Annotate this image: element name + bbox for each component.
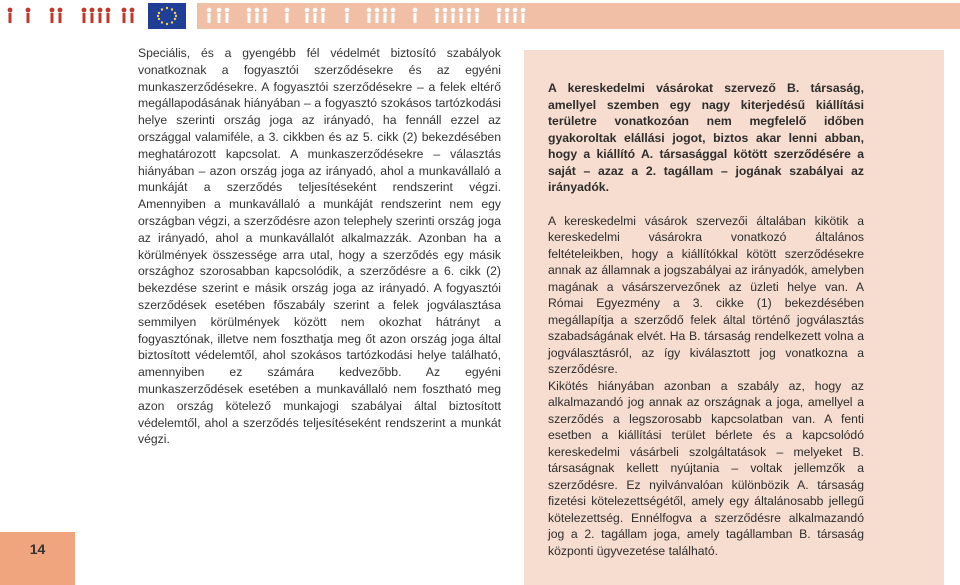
header-strip bbox=[0, 0, 960, 30]
left-paragraph: Speciális, és a gyengébb fél védelmét biztosító szabályok vonatkoznak a fogyasztói szerződésekre és az egyéni munkaszerződésekre. A fogyasztói szerződésekre – a felek eltérő megállapodásának hiányában – a fogyasztó szokásos tartózkodási helye szerinti ország joga az irányadó, ha fennáll ezzel az országgal valamiféle, a 3. cikkben és az 5. cikk (2) bekezdésében meghatározott kapcsolat. A munkaszerződésekre – választás hiányában – azon ország joga az irányadó, ahol a munkavállaló a munkáját a szerződés teljesítéseként rendszerint végzi. Amennyiben a munkavállaló a munkáját rendszerint nem egy országban végzi, a szerződésre azon telephely szerinti ország joga az irányadó, ahol a munkavállalót alkalmazzák. Azonban ha a körülmények összessége arra utal, hogy a szerződés egy másik országhoz szorosabban kapcsolódik, a szerződésre a 6. cikk (2) bekezdése szerint e másik ország joga az irányadó. A fogyasztói szerződések esetében főszabály szerint a felek jogválasztása semmilyen körülmények között nem okozhat hátrányt a fogyasztónak, illetve nem foszthatja meg őt azon ország joga által biztosított védelemtől, ahol szokásos tartózkodási helye található, amennyiben ez számára kedvezőbb. Az egyéni munkaszerződések esetében a munkavállaló nem fosztható meg azon ország kötelező munkajogi szabályai által biztosított védelemtől, ahol a szerződés teljesítéseként rendszerint a munkát végzi. bbox=[138, 46, 501, 447]
example-box-intro: A kereskedelmi vásárokat szervező B. társaság, amellyel szemben egy nagy kiterjedésű kiállítási területre vonatkozóan nem megfelelő időben gyakoroltak elállási jogot, biztos akar lenni abban, hogy a kiállító A. társasággal kötött szerződésére a saját – azaz a 2. tagállam – jogának szabályai az irányadók. bbox=[548, 81, 864, 194]
eu-flag-icon bbox=[148, 3, 186, 29]
example-box-content bbox=[548, 80, 864, 559]
left-column bbox=[138, 45, 501, 448]
people-figures-icon bbox=[0, 0, 148, 30]
people-figures-icon bbox=[197, 3, 960, 29]
example-box-paragraph: A kereskedelmi vásárok szervezői általában kikötik a kereskedelmi vásárokra vonatkozó általános feltételeikben, hogy a kiállítókkal kötött szerződésekre annak az államnak a jogszabályai az irányadók, amelyben magának a vásárszervezőnek az üzleti helye van. A Római Egyezmény a 3. cikke (1) bekezdésében megállapítja a szerződő felek által történő jogválasztás szabadságának elvét. Ha B. társaság rendelkezett volna a jogválasztásról, az így kiválasztott jog vonatkozna a szerződésre. bbox=[548, 213, 864, 376]
page-number-box bbox=[0, 532, 75, 585]
page-number: 14 bbox=[29, 541, 46, 557]
example-box-paragraph: Kikötés hiányában azonban a szabály az, hogy az alkalmazandó jog annak az országnak a joga, amellyel a szerződés a legszorosabb kapcsolatban van. A fenti esetben a kiállítási terület bérlete és a kapcsolódó kereskedelmi vásárbeli szolgáltatások – melyeket B. társaságnak kellett nyújtania – voltak jellemzők a szerződésre. Ez nyilvánvalóan különbözik A. társaság fizetési kötelezettségétől, amely egy általánosabb jellegű kötelezettség. Ennélfogva a szerződésre alkalmazandó jog a 2. tagállam joga, amely tagállamban B. társaság központi ügyvezetése található. bbox=[548, 378, 864, 558]
header-band bbox=[197, 3, 960, 29]
